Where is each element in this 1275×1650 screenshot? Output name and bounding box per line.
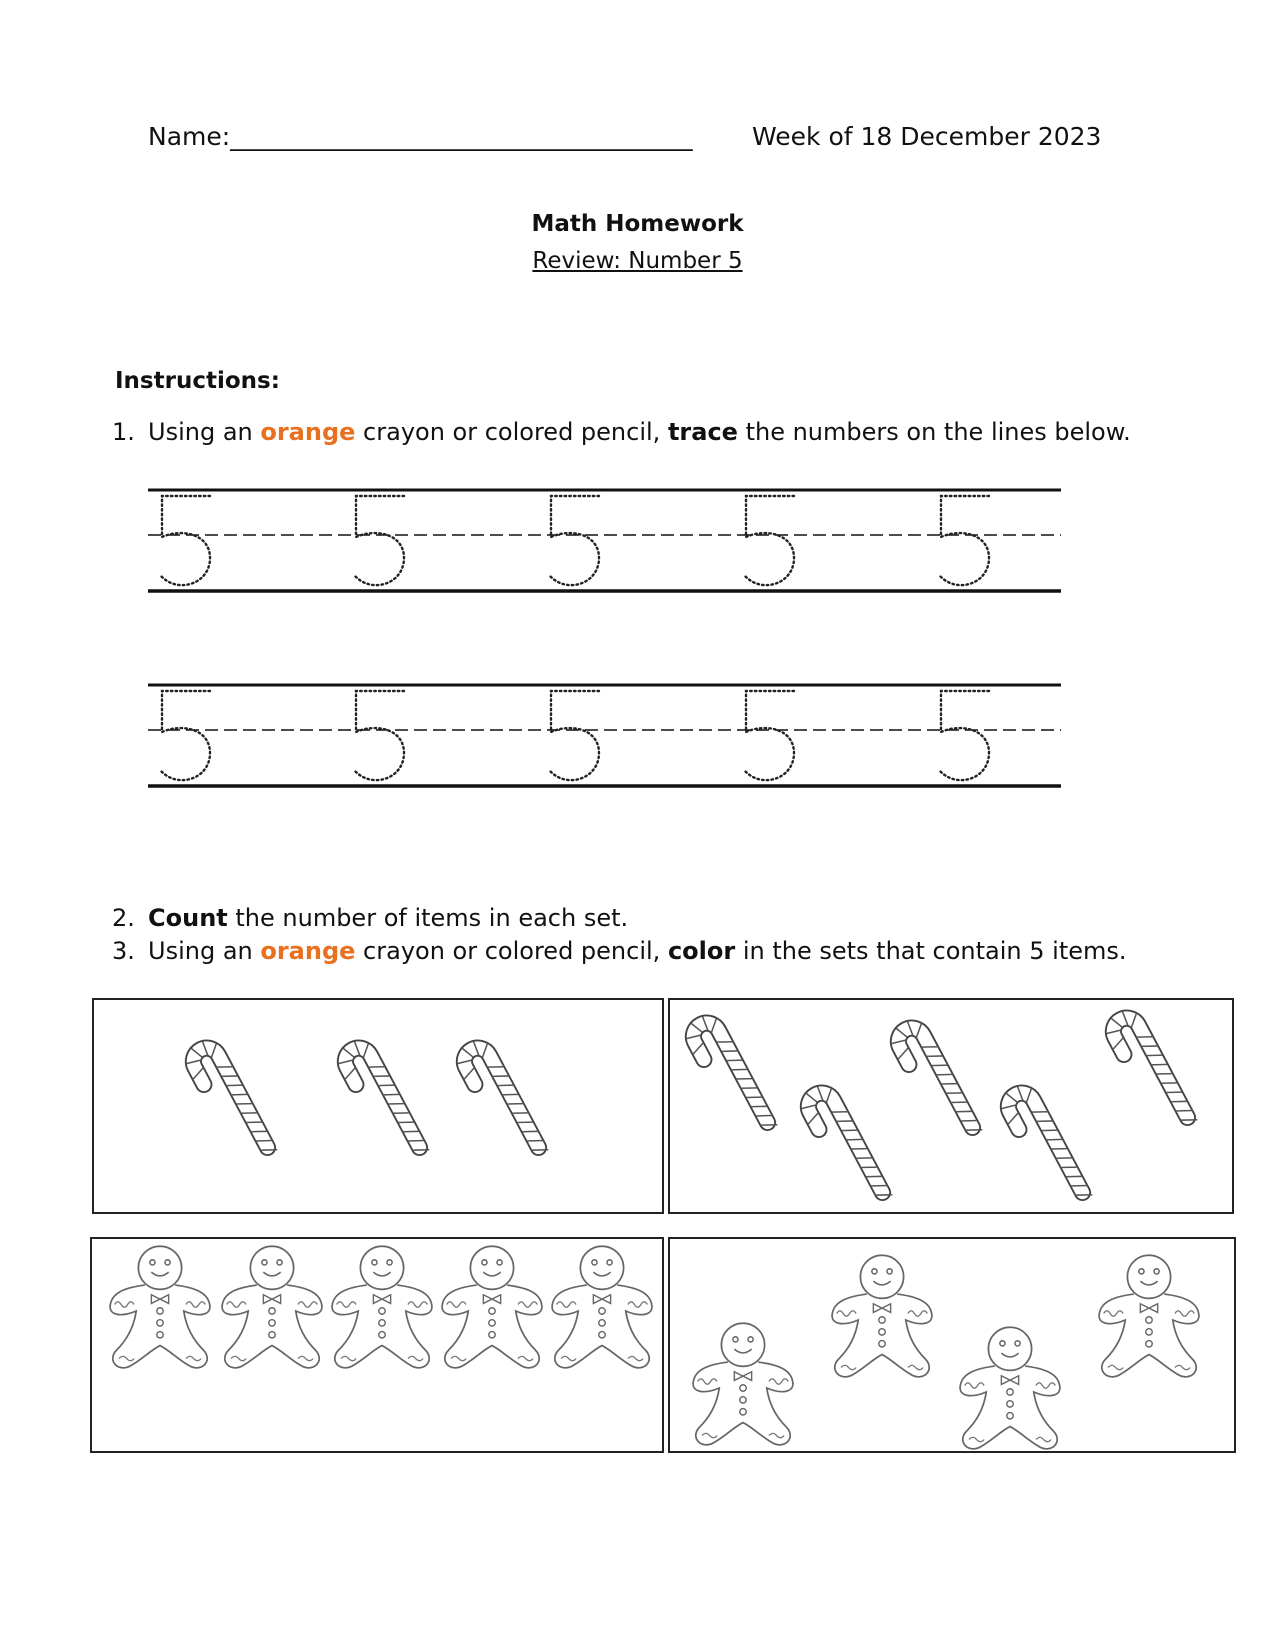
trace-digit-5[interactable] [355,496,404,585]
bold-word: Count [148,904,228,932]
instruction-number: 2. [112,904,135,932]
trace-digit-5[interactable] [161,496,210,585]
instruction-text: the numbers on the lines below. [737,418,1131,446]
instruction-2 [112,904,628,932]
set-box-4[interactable] [668,1237,1236,1453]
set-box-1[interactable] [92,998,664,1214]
week-date: Week of 18 December 2023 [752,122,1102,151]
bold-word: trace [667,418,738,446]
instruction-1 [112,418,1131,446]
instruction-text: crayon or colored pencil, [355,937,668,965]
name-field-label: Name:_____________________________________ [148,122,693,151]
set-box-3[interactable] [90,1237,664,1453]
page-subtitle: Review: Number 5 [532,248,743,274]
instruction-text: in the sets that contain 5 items. [735,937,1127,965]
instruction-text: Using an [148,418,261,446]
set-box-2[interactable] [668,998,1234,1214]
trace-digit-5[interactable] [745,496,794,585]
trace-digit-5[interactable] [355,691,404,780]
trace-digit-5[interactable] [161,691,210,780]
bold-word: color [667,937,736,965]
trace-digit-5[interactable] [745,691,794,780]
instruction-text: Using an [148,937,261,965]
instruction-3 [112,937,1127,965]
trace-digit-5[interactable] [550,691,599,780]
tracing-row [148,490,1061,591]
orange-word: orange [260,418,356,446]
trace-digit-5[interactable] [550,496,599,585]
instruction-text: the number of items in each set. [227,904,629,932]
instruction-number: 1. [112,418,135,446]
trace-digit-5[interactable] [940,691,989,780]
tracing-row [148,685,1061,786]
instructions-heading: Instructions: [115,368,280,394]
trace-digit-5[interactable] [940,496,989,585]
page-title: Math Homework [531,211,744,237]
orange-word: orange [260,937,356,965]
instruction-number: 3. [112,937,135,965]
instruction-text: crayon or colored pencil, [355,418,668,446]
